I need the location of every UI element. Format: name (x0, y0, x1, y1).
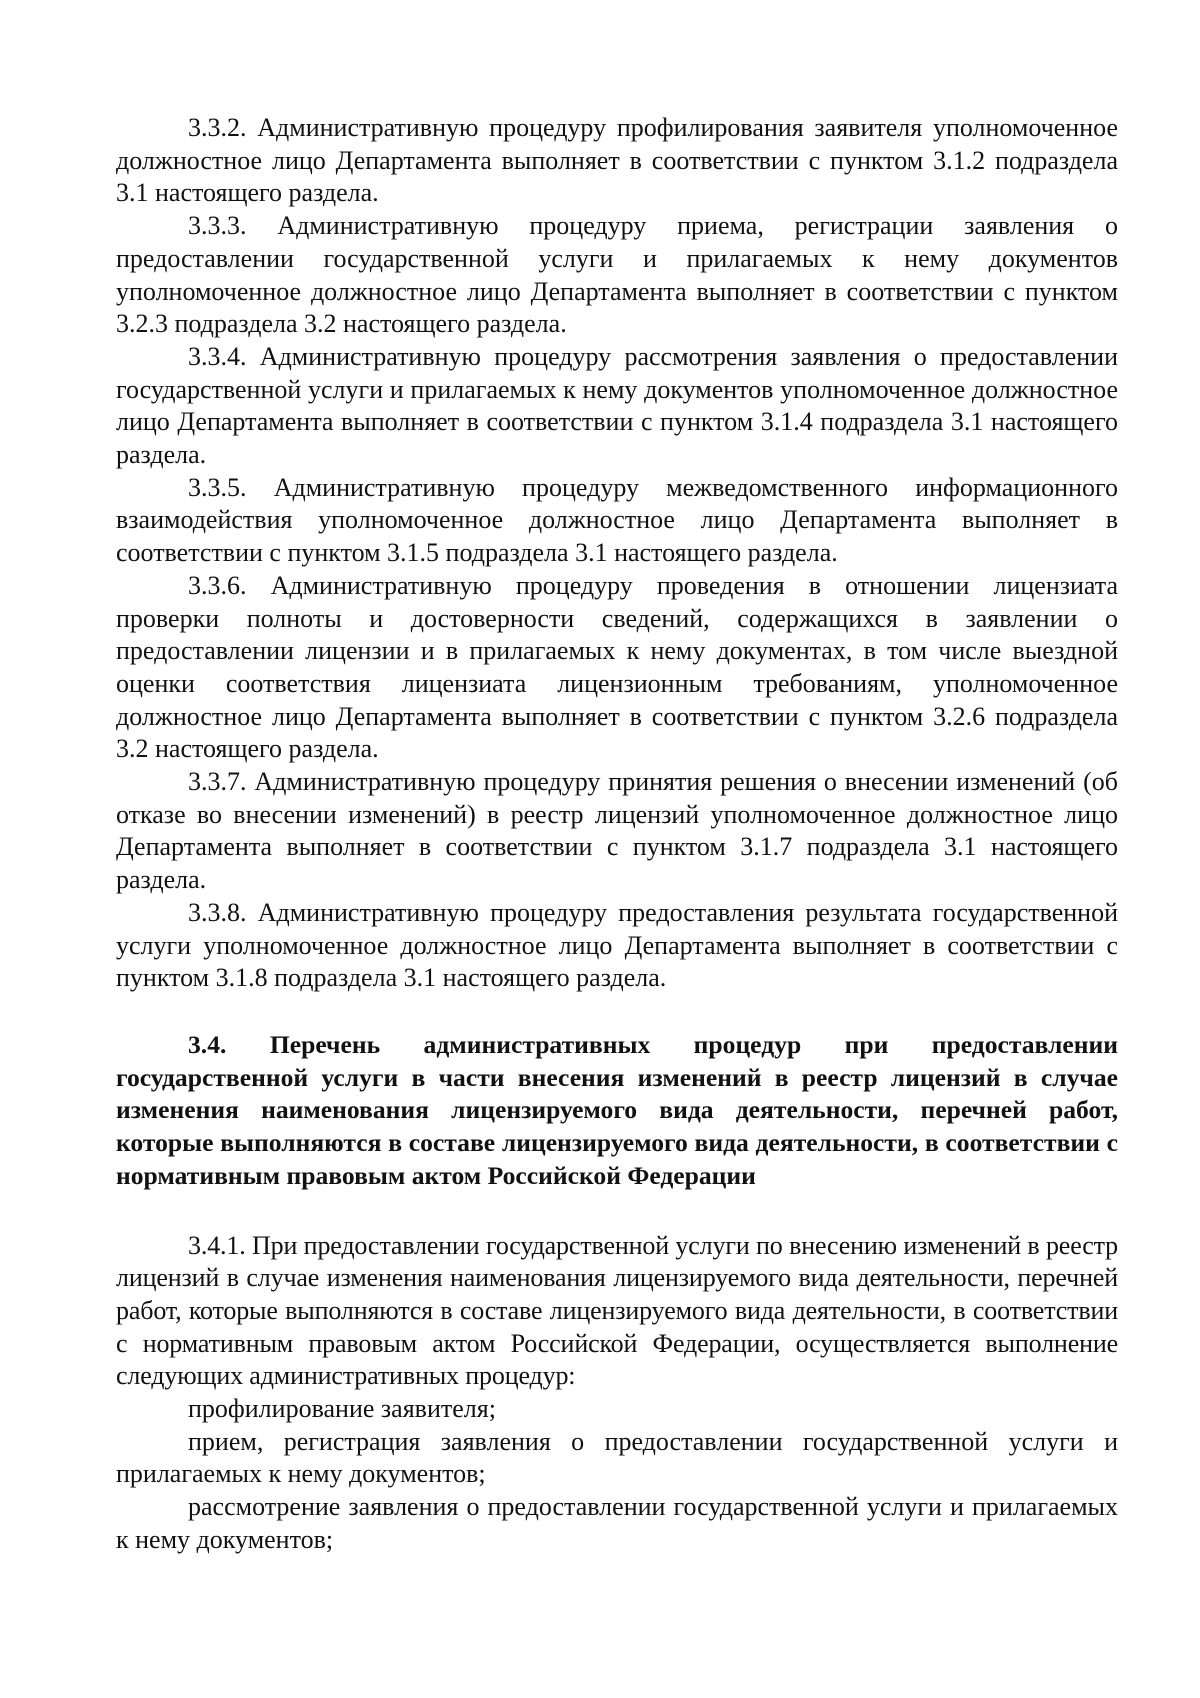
paragraph-3-3-5: 3.3.5. Административную процедуру межведомственного информационного взаимодействия уполномоченное должностное лицо Департамента выполняет в соответствии с пунктом 3.1.5 подраздела 3.1 настоящего раздела. (116, 472, 1118, 568)
list-item-review: рассмотрение заявления о предоставлении государственной услуги и прилагаемых к нему документов; (116, 1492, 1118, 1554)
paragraph-3-3-8: 3.3.8. Административную процедуру предоставления результата государственной услуги уполномоченное должностное лицо Департамента выполняет в соответствии с пунктом 3.1.8 подраздела 3.1 настоящего раздела. (116, 897, 1118, 993)
list-item-reception: прием, регистрация заявления о предоставлении государственной услуги и прилагаемых к нему документов; (116, 1426, 1118, 1489)
paragraph-3-3-7: 3.3.7. Административную процедуру принятия решения о внесении изменений (об отказе во внесении изменений) в реестр лицензий уполномоченное должностное лицо Департамента выполняет в соответствии с пунктом 3.1.7 подраздела 3.1 настоящего раздела. (116, 767, 1118, 895)
paragraph-3-3-6: 3.3.6. Административную процедуру проведения в отношении лицензиата проверки полноты и достоверности сведений, содержащихся в заявлении о предоставлении лицензии и в прилагаемых к нему документах, в том числе выездной оценки соответствия лицензиата лицензионным требованиям, уполномоченное должностное лицо Департамента выполняет в соответствии с пунктом 3.2.6 подраздела 3.2 настоящего раздела. (116, 570, 1118, 764)
paragraph-3-3-4: 3.3.4. Административную процедуру рассмотрения заявления о предоставлении государственной услуги и прилагаемых к нему документов уполномоченное должностное лицо Департамента выполняет в соответствии с пунктом 3.1.4 подраздела 3.1 настоящего раздела. (116, 341, 1118, 470)
document-page (116, 112, 1118, 1557)
section-heading-3-4: 3.4. Перечень административных процедур при предоставлении государственной услуги в части внесения изменений в реестр лицензий в случае изменения наименования лицензируемого вида деятельности, перечней работ, которые выполняются в составе лицензируемого вида деятельности, в соответствии с нормативным правовым актом Российской Федерации (116, 1029, 1118, 1190)
paragraph-3-4-1: 3.4.1. При предоставлении государственной услуги по внесению изменений в реестр лицензий в случае изменения наименования лицензируемого вида деятельности, перечней работ, которые выполняются в составе лицензируемого вида деятельности, в соответствии с нормативным правовым актом Российской Федерации, осуществляется выполнение следующих административных процедур: (116, 1230, 1118, 1391)
paragraph-3-3-2: 3.3.2. Административную процедуру профилирования заявителя уполномоченное должностное лицо Департамента выполняет в соответствии с пунктом 3.1.2 подраздела 3.1 настоящего раздела. (116, 113, 1118, 208)
list-item-profiling: профилирование заявителя; (188, 1394, 496, 1424)
paragraph-3-3-3: 3.3.3. Административную процедуру приема, регистрации заявления о предоставлении государственной услуги и прилагаемых к нему документов уполномоченное должностное лицо Департамента выполняет в соответствии с пунктом 3.2.3 подраздела 3.2 настоящего раздела. (116, 211, 1118, 339)
